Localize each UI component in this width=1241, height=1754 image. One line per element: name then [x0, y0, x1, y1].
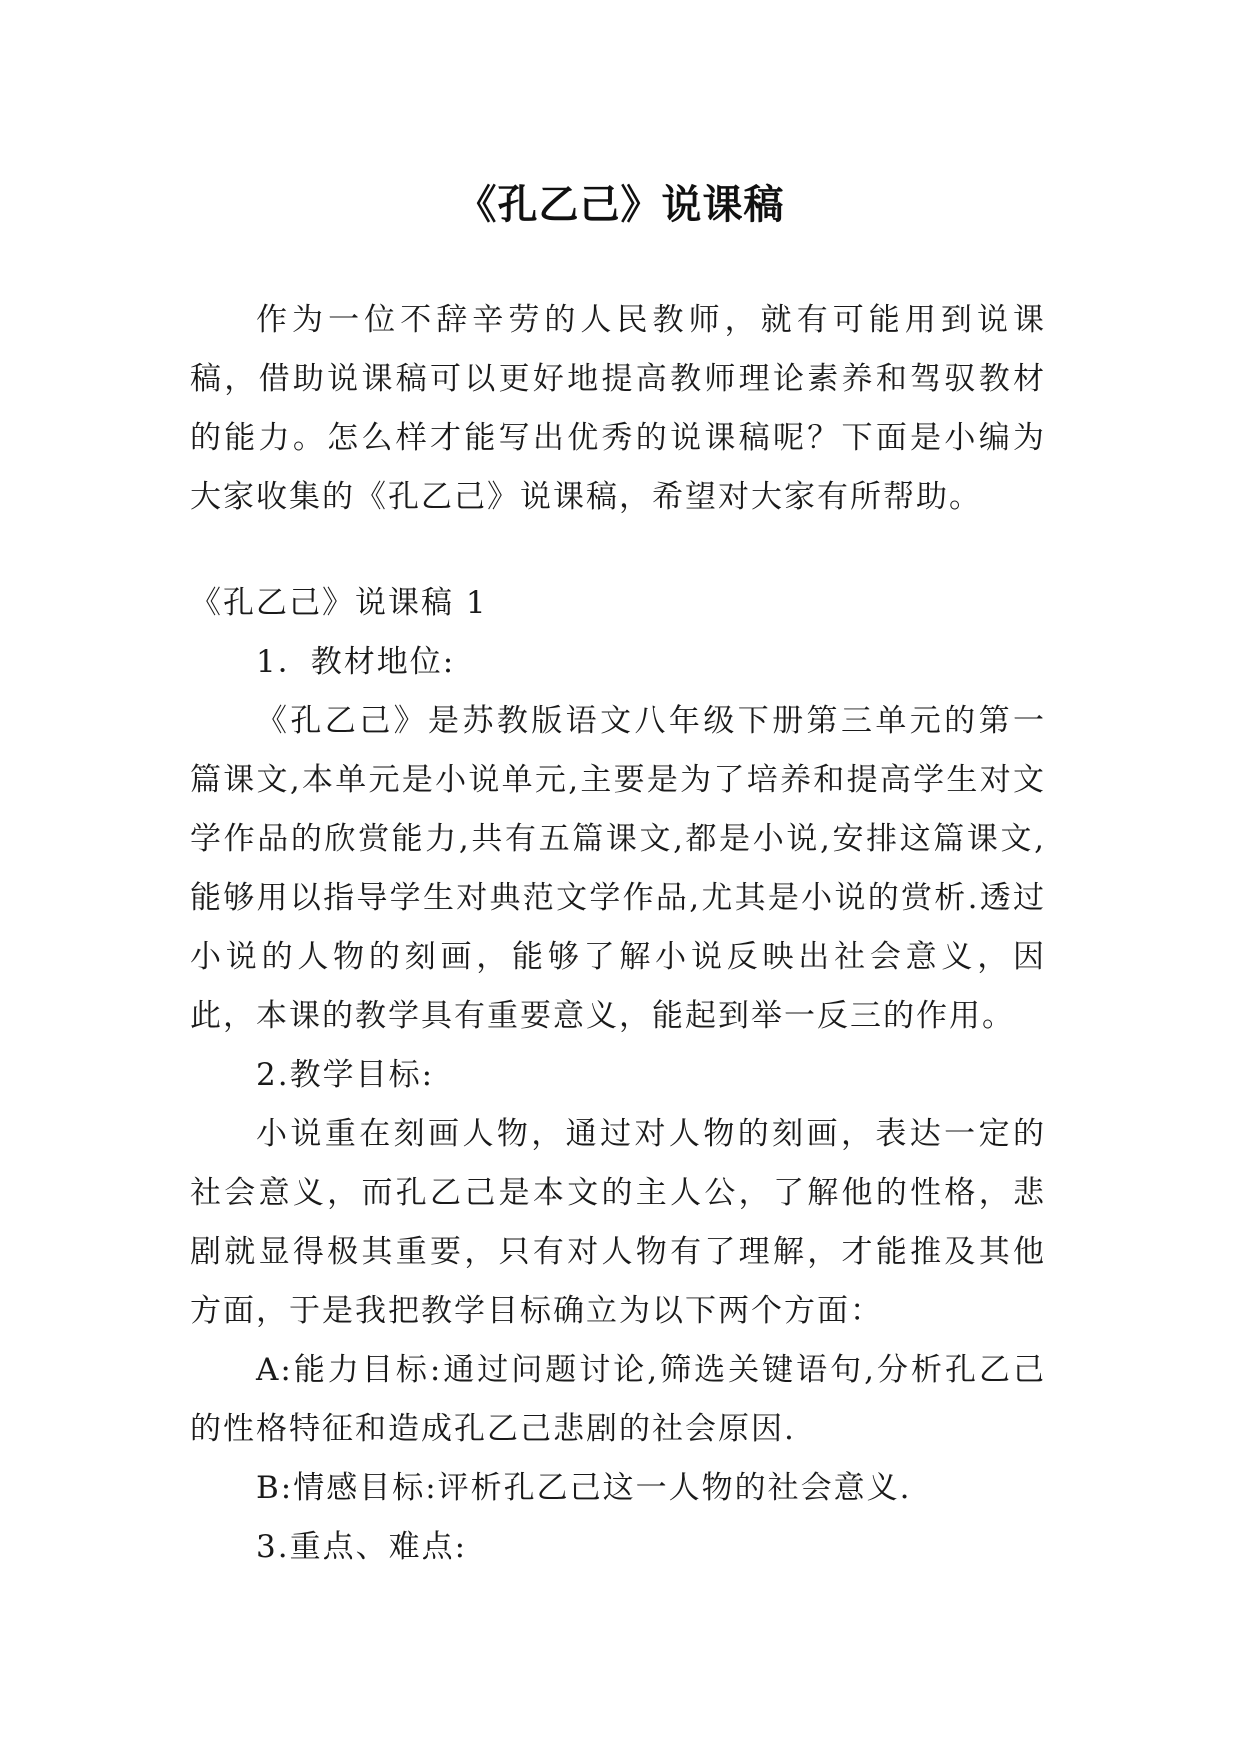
main-content: [190, 574, 1046, 1577]
section-heading: 《孔乙己》说课稿 1: [190, 585, 488, 621]
heading-teaching-goals: 2.教学目标:: [256, 1057, 435, 1093]
heading-key-difficult-points: 3.重点、难点:: [256, 1529, 468, 1565]
intro-paragraph: 作为一位不辞辛劳的人民教师，就有可能用到说课稿，借助说课稿可以更好地提高教师理论素养和驾驭教材的能力。怎么样才能写出优秀的说课稿呢？下面是小编为大家收集的《孔乙己》说课稿，希望对大家有所帮助。: [190, 302, 1046, 515]
document-title: 《孔乙己》说课稿: [456, 181, 785, 228]
ability-goal: A:能力目标:通过问题讨论,筛选关键语句,分析孔乙己的性格特征和造成孔乙己悲剧的社会原因.: [190, 1352, 1046, 1447]
emotion-goal: B:情感目标:评析孔乙己这一人物的社会意义.: [256, 1470, 912, 1506]
paragraph-teaching-goals: 小说重在刻画人物，通过对人物的刻画，表达一定的社会意义，而孔乙己是本文的主人公，了解他的性格，悲剧就显得极其重要，只有对人物有了理解，才能推及其他方面，于是我把教学目标确立为以下两个方面：: [190, 1116, 1046, 1329]
intro-block: [190, 291, 1046, 527]
heading-material-status: 1．教材地位:: [256, 644, 456, 680]
paragraph-material-status: 《孔乙己》是苏教版语文八年级下册第三单元的第一篇课文,本单元是小说单元,主要是为了培养和提高学生对文学作品的欣赏能力,共有五篇课文,都是小说,安排这篇课文,能够用以指导学生对典范文学作品,尤其是小说的赏析.透过小说的人物的刻画，能够了解小说反映出社会意义，因此，本课的教学具有重要意义，能起到举一反三的作用。: [190, 703, 1046, 1034]
